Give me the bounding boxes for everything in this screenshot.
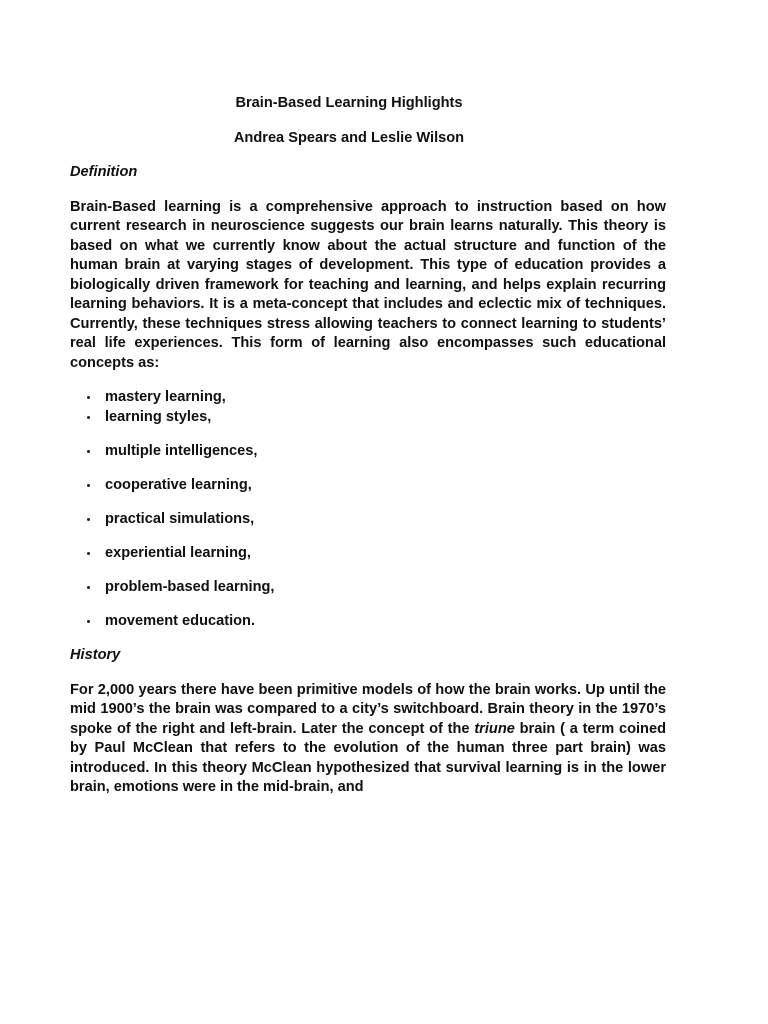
bullet-icon — [87, 484, 90, 487]
bullet-icon — [87, 416, 90, 419]
list-item-text: movement education. — [105, 612, 256, 629]
bullet-icon — [87, 552, 90, 555]
list-item-text: experiential learning, — [105, 544, 251, 561]
list-item-text: multiple intelligences, — [105, 442, 258, 459]
list-item-text: learning styles, — [105, 408, 212, 425]
concepts-list — [70, 388, 666, 631]
history-text-part-1: For 2,000 years there have been primitive models of how the brain works. Up until the mid 1900’s the brain was compared to a city’s switchboard. Brain theory in the 1970’s spoke of the right and left-brain. Later the concept of the — [70, 681, 666, 737]
history-italic-term: triune — [474, 720, 515, 737]
list-item — [70, 578, 666, 598]
list-item — [70, 612, 666, 632]
list-item — [70, 408, 666, 428]
bullet-icon — [87, 518, 90, 521]
list-item-text: problem-based learning, — [105, 578, 275, 595]
history-heading: History — [70, 647, 121, 663]
definition-paragraph: Brain-Based learning is a comprehensive approach to instruction based on how current research in neuroscience suggests our brain learns naturally. This theory is based on what we currently know about the actual structure and function of the human brain at varying stages of development. This type of education provides a biologically driven framework for teaching and learning, and helps explain recurring learning behaviors. It is a meta-concept that includes and eclectic mix of techniques. Currently, these techniques stress allowing teachers to connect learning to students’ real life experiences. This form of learning also encompasses such educational concepts as: — [70, 198, 666, 371]
list-item — [70, 442, 666, 462]
bullet-icon — [87, 586, 90, 589]
document-authors: Andrea Spears and Leslie Wilson — [233, 129, 465, 146]
history-paragraph — [70, 681, 666, 798]
document-content — [70, 94, 666, 813]
list-item-text: mastery learning, — [105, 389, 226, 405]
list-item — [70, 476, 666, 496]
list-item — [70, 510, 666, 530]
list-item-text: practical simulations, — [105, 510, 255, 527]
list-item-text: cooperative learning, — [105, 476, 252, 493]
list-item — [70, 388, 666, 408]
history-text-part-2: brain ( a term coined by Paul McClean that refers to the evolution of the human three part brain) was introduced. In this theory McClean hypothesized that survival learning is in the lower brain, emotions were in the mid-brain, and — [70, 720, 666, 795]
bullet-icon — [87, 396, 90, 399]
document-title: Brain-Based Learning Highlights — [235, 95, 463, 111]
bullet-icon — [87, 620, 90, 623]
bullet-icon — [87, 450, 90, 453]
definition-heading: Definition — [70, 164, 138, 180]
list-item — [70, 544, 666, 564]
